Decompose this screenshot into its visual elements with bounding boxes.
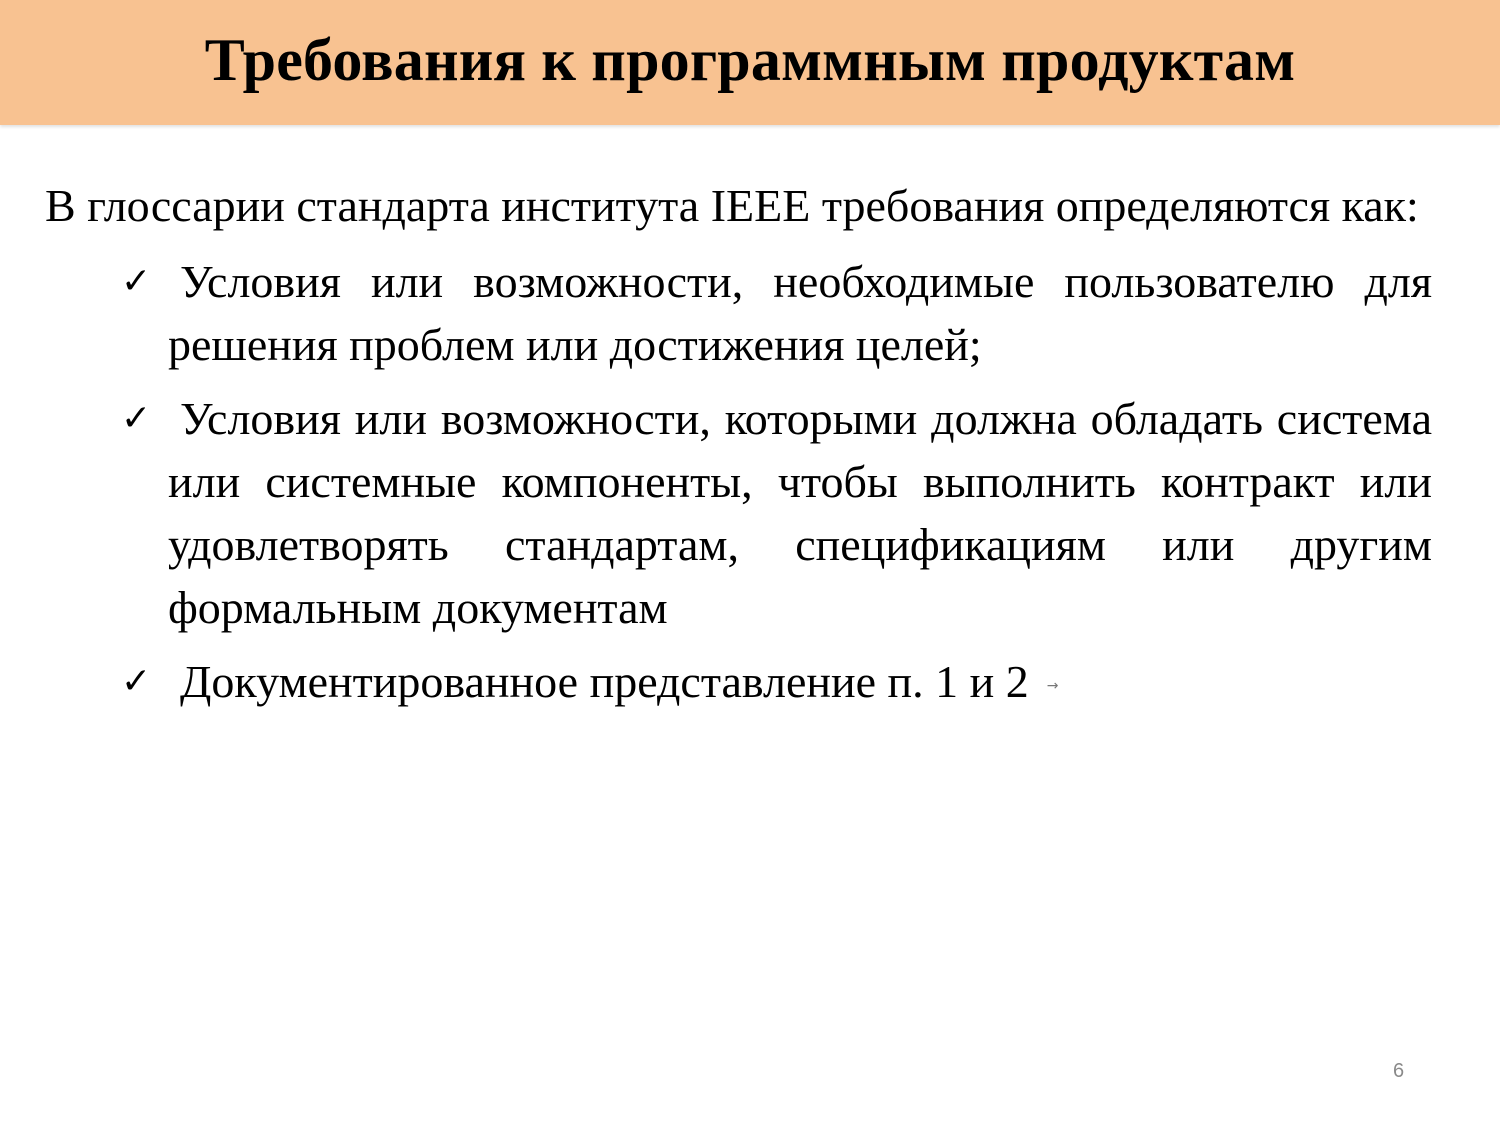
bullet-list bbox=[45, 250, 1432, 718]
title-bar bbox=[0, 0, 1500, 125]
page-number: 6 bbox=[1393, 1060, 1405, 1082]
bullet-item-2 bbox=[121, 387, 1432, 639]
check-icon: ✓ bbox=[121, 261, 152, 302]
check-icon: ✓ bbox=[121, 661, 152, 702]
bullet-text: Условия или возможности, которыми должна обладать система или системные компоненты, чтобы выполнить контракт или удовлетворять стандартам, спецификациям или другим формальным документам bbox=[168, 393, 1432, 633]
bullet-item-3 bbox=[121, 650, 1432, 718]
bullet-text-wrapper bbox=[168, 650, 1432, 718]
page-title: Требования к программным продуктам bbox=[204, 27, 1296, 93]
bullet-text: Документированное представление п. 1 и 2 bbox=[180, 656, 1029, 707]
bullet-item-1 bbox=[121, 250, 1432, 376]
check-icon: ✓ bbox=[121, 398, 152, 439]
arrow-right-icon: → bbox=[1046, 677, 1059, 694]
bullet-text: Условия или возможности, необходимые пользователю для решения проблем или достижения целей; bbox=[168, 256, 1432, 370]
slide-content bbox=[45, 174, 1432, 729]
intro-paragraph: В глоссарии стандарта института IEEE требования определяются как: bbox=[45, 180, 1419, 231]
